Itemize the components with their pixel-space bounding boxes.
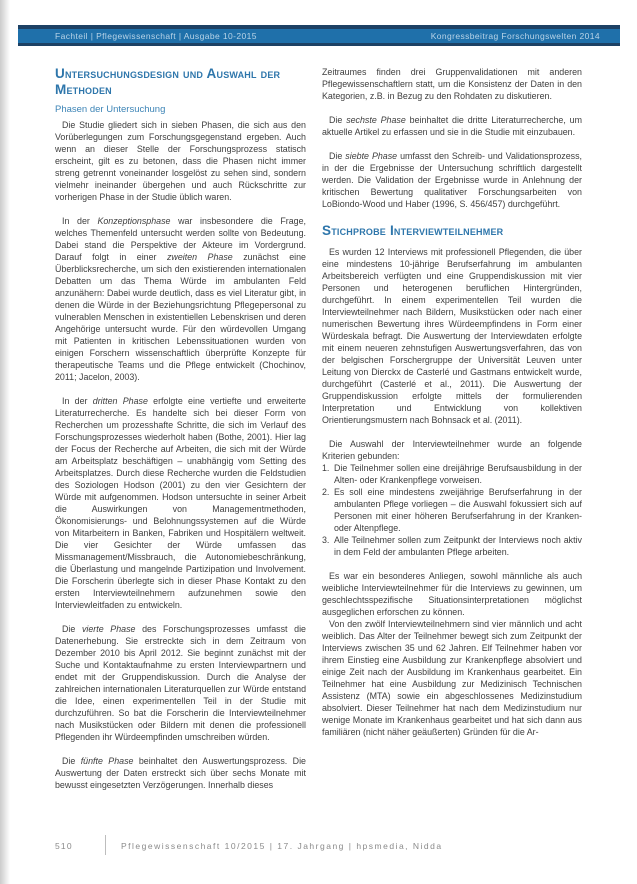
italic-phase-term: vierte Phase — [81, 624, 136, 634]
paragraph-stichprobe-intro — [322, 246, 582, 426]
paragraph-geschlecht — [322, 570, 582, 618]
paragraph-kriterien-intro — [322, 438, 582, 462]
paragraph-text: In der — [62, 396, 93, 406]
header-bar — [18, 25, 620, 46]
list-item-kriterium-3 — [322, 534, 582, 558]
list-number: 1. — [322, 462, 330, 473]
paragraph-text: In der — [62, 216, 98, 226]
footer-divider — [105, 835, 106, 855]
paragraph-text: zunächst eine Überblicksrecherche, um sich den existierenden internationalen Debatten um das Thema Würde im ambulanten Feld anzunähern: Dabei wurde deutlich, dass es viel Literatur gibt, in denen die Würde in der Beziehungsrichtung Pflegepersonal zu vulnerablen Menschen in existentiellen Lebenskrisen und deren Angehörige untersucht wurde. Für den würdevollen Umgang mit Patienten in kritischen Lebenssituationen wurden von einigen Forschern wissenschaftlich überprüfte Konzepte für therapeutische Teams und die Pflege entwickelt (Chochinov, 2011; Jacelon, 2003). — [55, 252, 306, 382]
italic-phase-term: fünfte Phase — [80, 756, 134, 766]
criteria-list — [322, 462, 582, 558]
paragraph-text: des Forschungsprozesses umfasst die Datenerhebung. Sie erstreckte sich in dem Zeitraum von Dezember 2010 bis April 2012. Sie beginnt zunächst mit der Suche und Kontaktaufnahme zu ersten Interviewpartnern und endet mit der Gruppendiskussion. Durch die Analyse der zahlreichen internationalen Literaturquellen zur Würde entstand die Idee, einen experimentellen Teil in der Studie mit durchzuführen. So bat die Forscherin die Interviewteilnehmer nach Musikstücken oder Bildern mit denen die professionell Pflegenden ihr Würdeempfinden umschreiben würden. — [55, 624, 306, 742]
paragraph-fuenfte-phase — [55, 755, 306, 791]
paragraph-dritte-phase — [55, 395, 306, 611]
paragraph-text: Es wurden 12 Interviews mit professionell Pflegenden, die über eine mindestens 10-jährige Berufserfahrung im ambulanten Arbeitsbereich verfügten und eine Gruppendiskussion mit vier Personen und heterogenen beruflichen Hintergründen, durchgeführt. In einem experimentellen Teil wurden die Interviewteilnehmer nach Bildern, Musikstücken oder nach einer numerischen Bewertung ihres Würdeempfindens in Form einer Würdeskala befragt. Die Auswertung der Interviewdaten erfolgte mit einem neueren zehnstufigen Auswertungsverfahren, das von der belgischen Forschergruppe der Universität Leuven unter Leitung von Dierckx de Casterlé und Gastmans entwickelt wurde, durchgeführt (Casterlé et al., 2011). Die Auswertung der Gruppendiskussion erfolgte mittels der formulierenden Interpretation und Entwicklung von kollektiven Orientierungsmustern nach Bohnsack et al. (2011). — [322, 246, 582, 425]
paragraph-text: erfolgte eine vertiefte und erweiterte Literaturrecherche. Es handelte sich bei dieser Form von Recherchen um prozesshafte Schritte, die sich im Verlauf des Forschungsprozesses wiederholt haben (Bothe, 2001). Hier lag der Focus der Recherche auf Arbeiten, die sich mit der Würde am Arbeitsplatz beschäftigen – unabhängig vom Setting des Arbeitsplatzes. Durch diese Recherche wurden die Feldstudien des Soziologen Hodson (2001) zu den vier Gesichtern der Würde mit aufgenommen. Hodson untersuchte in seiner Arbeit die Auswirkungen von Managementmethoden, Ökonomisierungs- und Belohnungssystemen auf die Würde von Mitarbeitern in Banken, Fabriken und Hospitälern weltweit. Die vier Gesichter der Würde umfassen das Missmanagement/Missbrauch, die Autonomiebeschränkung, die Überlastung und mangelnde Partizipation und Involvement. Die Forscherin überlegte sich in dieser Phase Kontakt zu den ersten Interviewteilnehmern aufzunehmen sowie den Interviewleitfaden zu entwickeln. — [55, 396, 306, 610]
list-number: 2. — [322, 486, 330, 497]
page-number: 510 — [55, 841, 73, 851]
paragraph-text: Die — [329, 115, 347, 125]
paragraph-text: war insbesondere die Frage, welches Themenfeld untersucht werden sollte von Bedeutung. Dabei stand die Perspektive der Akteure im Vordergrund. Darauf folgt in einer — [55, 216, 306, 262]
paragraph-text: umfasst den Schreib- und Validationsprozess, in der die Ergebnisse der Untersuchung schriftlich dargestellt werden. Die Validation der Ergebnisse wurde in Anlehnung der kritischen Bewertung qualitativer Forschungsarbeiten von LoBiondo-Wood und Haber (1996, S. 456/457) durchgeführt. — [322, 151, 582, 209]
header-article-type: Kongressbeitrag Forschungswelten 2014 — [430, 31, 600, 41]
paragraph-text: Zeitraumes finden drei Gruppenvalidationen mit anderen Pflegewissenschaftlern statt, um die Konsistenz der Daten in den Kategorien, z.B. in Bezug zu den Rohdaten zu diskutieren. — [322, 67, 582, 101]
paragraph-text: Die — [62, 756, 81, 766]
paragraph-sechste-phase — [322, 114, 582, 138]
paragraph-teilnehmer-demografie — [322, 618, 582, 738]
header-section-label: Fachteil | Pflegewissenschaft | Ausgabe 10-2015 — [55, 31, 257, 41]
paragraph-fuenfte-phase-fortsetzung — [322, 66, 582, 102]
paragraph-text: Die Studie gliedert sich in sieben Phasen, die sich aus den Vorüberlegungen zum Forschungsgegenstand ergeben. Auch wenn an dieser Stelle der Forschungsprozess statisch erscheint, gilt es zu betonen, dass die Phasen nicht immer streng getrennt voneinander losgelöst zu sehen sind, sondern vielmehr ineinander übergehen und auch Rückschritte zur vorherigen Phase in der Studie üblich waren. — [55, 120, 306, 202]
paragraph-text: Es war ein besonderes Anliegen, sowohl männliche als auch weibliche Interviewteilnehmer für die Interviews zu gewinnen, um geschlechtsspezifische Situationsinterpretationen möglichst ausgeglichen erforschen zu können. — [322, 570, 582, 617]
italic-phase-term: sechste Phase — [346, 115, 406, 125]
paragraph-phasen-intro — [55, 119, 306, 203]
italic-phase-term: siebte Phase — [345, 151, 398, 161]
footer-journal-info: Pflegewissenschaft 10/2015 | 17. Jahrgang | hpsmedia, Nidda — [121, 841, 443, 851]
paragraph-vierte-phase — [55, 623, 306, 743]
page-edge-shadow — [0, 0, 10, 884]
list-text: Alle Teilnehmer sollen zum Zeitpunkt der Interviews noch aktiv in dem Feld der ambulanten Pflege arbeiten. — [334, 534, 582, 557]
list-item-kriterium-2 — [322, 486, 582, 534]
subheading-phasen: Phasen der Untersuchung — [55, 104, 166, 115]
paragraph-text: Die Auswahl der Interviewteilnehmer wurde an folgende Kriterien gebunden: — [322, 438, 582, 461]
list-text: Die Teilnehmer sollen eine dreijährige Berufsausbildung in der Alten- oder Krankenpflege vorweisen. — [334, 462, 582, 485]
section-heading-stichprobe: Stichprobe Interviewteilnehmer — [322, 223, 504, 238]
paragraph-text: Die — [62, 624, 82, 634]
list-number: 3. — [322, 534, 330, 545]
paragraph-konzeptionsphase — [55, 215, 306, 383]
paragraph-text: Von den zwölf Interviewteilnehmern sind vier männlich und acht weiblich. Das Alter der Teilnehmer bewegt sich zum Zeitpunkt der Interviews zwischen 35 und 62 Jahren. Elf Teilnehmer haben vor ihrem Einstieg eine Ausbildung zur Krankenpflege absolviert und einige Zeit nach der Ausbildung im Krankenhaus gearbeitet. Ein Teilnehmer hat eine Ausbildung zur Medizinisch Technischen Assistenz (MTA) sowie ein abgeschlossenes Medizinstudium absolviert. Dieser Teilnehmer hat nach dem Medizinstudium nur wenige Monate im Krankenhaus gearbeitet und hat sich dann aus familiären (nicht näher geäußerten) Gründen für die Ar- — [322, 618, 582, 737]
list-item-kriterium-1 — [322, 462, 582, 486]
paragraph-siebte-phase — [322, 150, 582, 210]
italic-phase-term: zweiten Phase — [166, 252, 233, 262]
section-heading-untersuchungsdesign: Untersuchungsdesign und Auswahl der Methoden — [55, 66, 281, 97]
paragraph-text: Die — [329, 151, 346, 161]
list-text: Es soll eine mindestens zweijährige Berufserfahrung in der ambulanten Pflege vorliegen – die Auswahl fokussiert sich auf Personen mit einer höheren Berufserfahrung in der Kranken- oder Altenpflege. — [334, 486, 582, 533]
paragraph-text: beinhaltet den Auswertungsprozess. Die Auswertung der Daten erstreckt sich über sechs Monate mit bewusst eingesetzten Verzögerungen. Innerhalb dieses — [55, 756, 306, 790]
italic-phase-term: dritten Phase — [92, 396, 148, 406]
right-column — [322, 66, 582, 738]
paragraph-text: beinhaltet die dritte Literaturrecherche, um aktuelle Artikel zu erfassen und sie in die Studie mit einzubauen. — [322, 115, 582, 137]
left-column — [55, 66, 306, 791]
italic-phase-term: Konzeptionsphase — [97, 216, 171, 226]
